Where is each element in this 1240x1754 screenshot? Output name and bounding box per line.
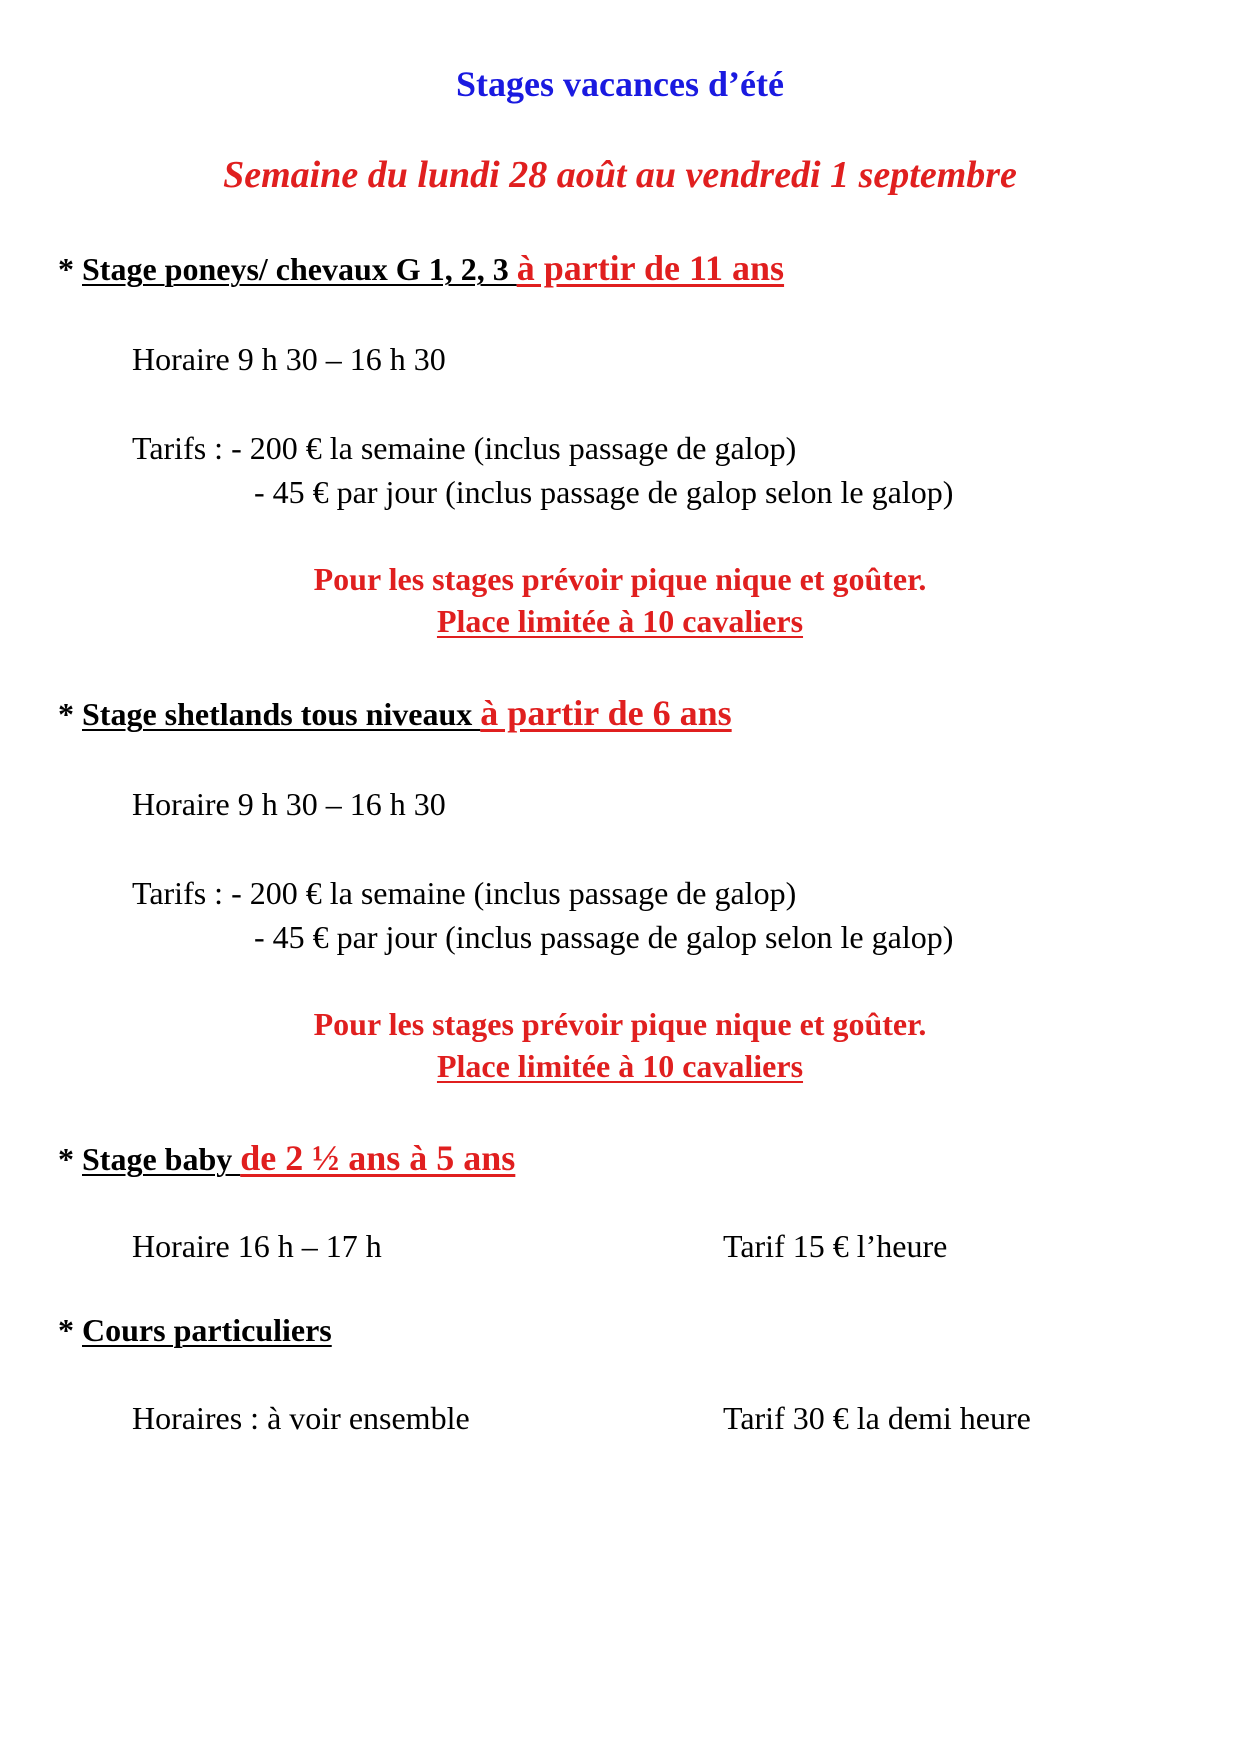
section-heading-poneys [58,250,784,286]
schedule-line: Horaire 16 h – 17 h [132,1228,382,1264]
age-range: à partir de 11 ans [516,248,785,288]
schedule-line: Horaire 9 h 30 – 16 h 30 [132,341,446,377]
heading-text: Stage shetlands tous niveaux [82,696,481,732]
age-range: de 2 ½ ans à 5 ans [240,1138,516,1178]
week-subtitle: Semaine du lundi 28 août au vendredi 1 septembre [223,154,1017,196]
heading-text: Stage poneys/ chevaux G 1, 2, 3 [82,251,517,287]
capacity-note: Place limitée à 10 cavaliers [436,1048,804,1084]
capacity-note: Place limitée à 10 cavaliers [436,603,804,639]
picnic-note: Pour les stages prévoir pique nique et goûter. [313,1006,927,1042]
section-heading-baby [58,1140,515,1176]
heading-text: Stage baby [82,1141,241,1177]
bullet: * [58,696,82,732]
picnic-note: Pour les stages prévoir pique nique et goûter. [313,561,927,597]
section-heading-shetlands [58,695,732,731]
bullet: * [58,1141,82,1177]
page-title: Stages vacances d’été [456,64,784,104]
heading-text: Cours particuliers [82,1312,332,1348]
price-line-day: - 45 € par jour (inclus passage de galop selon le galop) [254,919,954,955]
price-line-week: Tarifs : - 200 € la semaine (inclus passage de galop) [132,875,797,911]
age-range: à partir de 6 ans [480,693,732,733]
bullet: * [58,251,82,287]
price-line: Tarif 15 € l’heure [723,1228,948,1264]
price-line-day: - 45 € par jour (inclus passage de galop selon le galop) [254,474,954,510]
bullet: * [58,1312,82,1348]
schedule-line: Horaire 9 h 30 – 16 h 30 [132,786,446,822]
schedule-line: Horaires : à voir ensemble [132,1400,470,1436]
price-line-week: Tarifs : - 200 € la semaine (inclus passage de galop) [132,430,797,466]
price-line: Tarif 30 € la demi heure [723,1400,1031,1436]
section-heading-private-lessons [58,1314,332,1346]
